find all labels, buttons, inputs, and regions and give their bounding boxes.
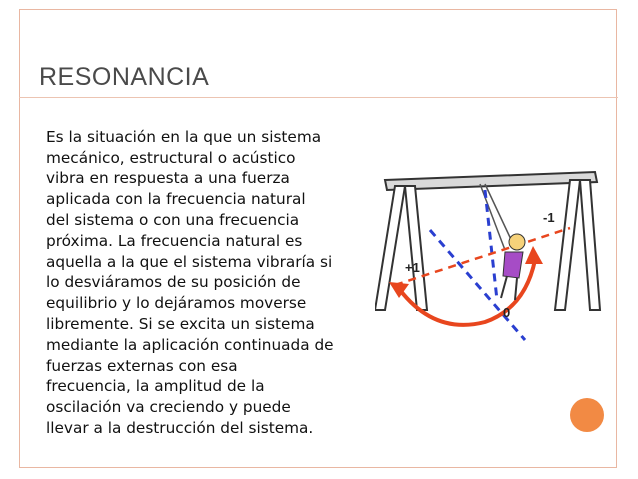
body-line: fuerzas externas con esa: [46, 356, 238, 375]
swing-illustration: [375, 160, 605, 350]
body-line: aquella a la que el sistema vibraría si: [46, 252, 333, 271]
body-line: equilibrio y lo dejáramos moverse: [46, 294, 307, 313]
decorative-orange-circle: [570, 398, 604, 432]
body-line: mecánico, estructural o acústico: [46, 148, 296, 167]
child-on-swing: [501, 234, 525, 300]
slide-body-text: [46, 106, 358, 439]
label-plus-one: +1: [405, 260, 420, 275]
body-line: llevar a la destrucción del sistema.: [46, 418, 314, 437]
body-line: lo desviáramos de su posición de: [46, 273, 301, 292]
body-line: frecuencia, la amplitud de la: [46, 377, 265, 396]
body-line: libremente. Si se excita un sistema: [46, 314, 315, 333]
arrow-head-right: [525, 246, 543, 264]
body-line: mediante la aplicación continuada de: [46, 335, 334, 354]
slide-title: RESONANCIA: [39, 63, 210, 91]
body-line: Es la situación en la que un sistema: [46, 127, 322, 146]
body-line: próxima. La frecuencia natural es: [46, 231, 303, 250]
label-minus-one: -1: [543, 210, 555, 225]
label-zero: 0: [503, 305, 511, 320]
body-line: del sistema o con una frecuencia: [46, 210, 300, 229]
swing-frame: [375, 172, 600, 310]
body-line: aplicada con la frecuencia natural: [46, 190, 306, 209]
body-line: oscilación va creciendo y puede: [46, 398, 291, 417]
body-line: vibra en respuesta a una fuerza: [46, 169, 290, 188]
title-divider: [19, 97, 618, 98]
